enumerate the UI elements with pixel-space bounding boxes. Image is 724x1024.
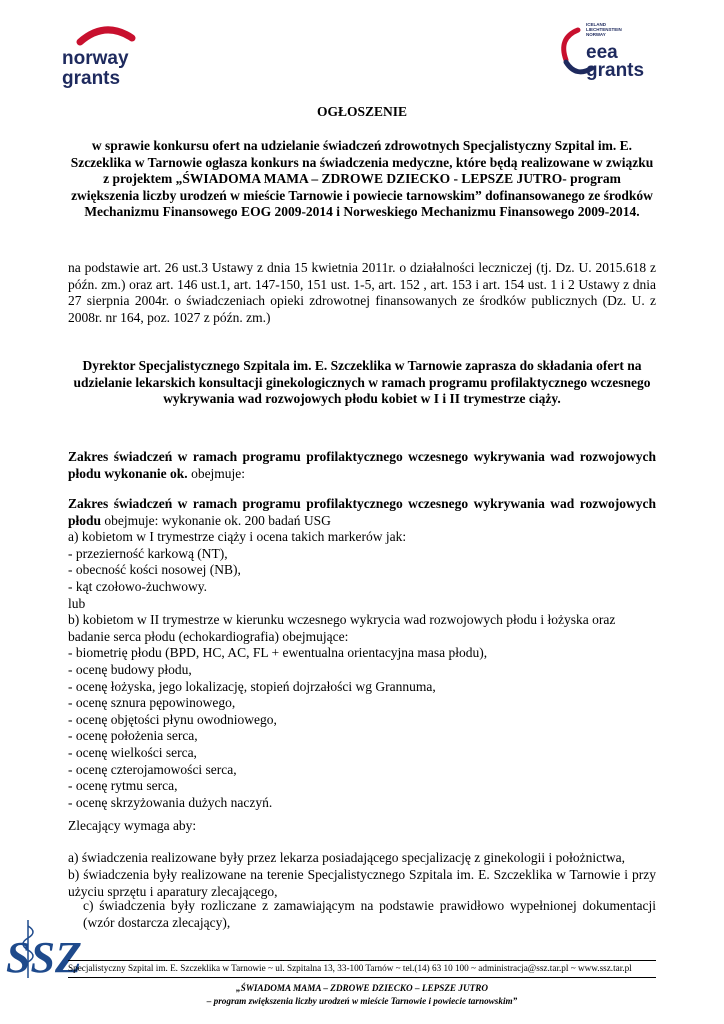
scope-heading-1: Zakres świadczeń w ramach programu profilaktycznego wczesnego wykrywania wad rozwojowych płodu wykonanie ok. obejmuje:: [68, 449, 656, 481]
requirement-c: c) świadczenia były rozliczane z zamawiającym na podstawie prawidłowo wypełnionej dokumentacji (wzór dostarcza zlecający),: [83, 898, 656, 930]
announcement-subject: w sprawie konkursu ofert na udzielanie świadczeń zdrowotnych Specjalistyczny Szpital im. E. Szczeklika w Tarnowie ogłasza konkurs na świadczenia medyczne, które będą realizowane w związku z projektem „ŚWIADOMA MAMA – ZDROWE DZIECKO - LEPSZE JUTRO- program zwiększenia liczby urodzeń w mieście Tarnowie i powiecie tarnowskim” dofinansowanego ze środków Mechanizmu Finansowego EOG 2009-2014 i Norweskiego Mechanizmu Finansowego 2009-2014.: [70, 138, 654, 220]
scope-section: Zakres świadczeń w ramach programu profilaktycznego wczesnego wykrywania wad rozwojowych płodu obejmuje: wykonanie ok. 200 badań USG a) kobietom w I trymestrze ciąży i ocena takich markerów jak: - przezierność karkową (NT), - obecność kości nosowej (NB), - kąt czołowo-żuchwowy. lub b) kobietom w II trymestrze w kierunku wczesnego wykrycia wad rozwojowych płodu i łożyska oraz badanie serca płodu (echokardiografia) obejmujące: - biometrię płodu (BPD, HC, AC, FL + ewentualna orientacyjna masa płodu), - ocenę budowy płodu, - ocenę łożyska, jego lokalizację, stopień dojrzałości wg Grannuma, - ocenę sznura pępowinowego, - ocenę objętości płynu owodniowego, - ocenę położenia serca, - ocenę wielkości serca, - ocenę czterojamowości serca, - ocenę rytmu serca, - ocenę skrzyżowania dużych naczyń.: [68, 496, 656, 810]
list-item: - ocenę czterojamowości serca,: [68, 761, 237, 777]
eea-grants-logo: [548, 16, 658, 94]
list-item: lub: [68, 595, 86, 611]
svg-text:NORWAY: NORWAY: [586, 32, 606, 37]
scope-list: [68, 529, 656, 811]
footer-contact: Specjalistyczny Szpital im. E. Szczeklika w Tarnowie ~ ul. Szpitalna 13, 33-100 Tarnów ~ tel.(14) 63 10 100 ~ administracja@ssz.tar.pl ~ www.ssz.tar.pl: [68, 963, 632, 973]
svg-text:LIECHTENSTEIN: LIECHTENSTEIN: [586, 27, 622, 32]
list-item: - ocenę łożyska, jego lokalizację, stopień dojrzałości wg Grannuma,: [68, 678, 436, 694]
requirements-intro: Zlecający wymaga aby:: [68, 818, 197, 833]
norway-logo-line1: norway: [62, 48, 129, 69]
footer-rule-2: [68, 977, 656, 978]
eea-logo-line2: grants: [586, 60, 645, 81]
hospital-seal-logo: [4, 916, 82, 988]
list-item: a) kobietom w I trymestrze ciąży i ocena takich markerów jak:: [68, 529, 407, 545]
requirement-b: b) świadczenia były realizowane na terenie Specjalistycznego Szpitala im. E. Szczeklika w Tarnowie i przy użyciu sprzętu i aparatury zlecającego,: [68, 867, 656, 899]
list-item: b) kobietom w II trymestrze w kierunku wczesnego wykrycia wad rozwojowych płodu i łożyska oraz badanie serca płodu (echokardiografia) obejmujące:: [68, 612, 616, 644]
footer-project-line1: „ŚWIADOMA MAMA – ZDROWE DZIECKO – LEPSZE JUTRO: [236, 983, 488, 993]
list-item: - ocenę skrzyżowania dużych naczyń.: [68, 794, 273, 810]
requirement-a: a) świadczenia realizowane były przez lekarza posiadającego specjalizację z ginekologii i położnictwa,: [68, 850, 625, 865]
document-title: OGŁOSZENIE: [316, 104, 408, 119]
list-item: - ocenę rytmu serca,: [68, 778, 178, 794]
eea-logo-line1: eea: [586, 42, 618, 63]
invitation-text: Dyrektor Specjalistycznego Szpitala im. E. Szczeklika w Tarnowie zaprasza do składania ofert na udzielanie lekarskich konsultacji ginekologicznych w ramach programu profilaktycznego wczesnego wykrywania wad rozwojowych płodu kobiet w I i II trymestrze ciąży.: [73, 358, 651, 407]
list-item: - ocenę sznura pępowinowego,: [68, 695, 236, 711]
list-item: - przezierność karkową (NT),: [68, 545, 228, 561]
list-item: - ocenę budowy płodu,: [68, 661, 192, 677]
list-item: - ocenę objętości płynu owodniowego,: [68, 711, 277, 727]
list-item: - obecność kości nosowej (NB),: [68, 562, 241, 578]
legal-basis: na podstawie art. 26 ust.3 Ustawy z dnia 15 kwietnia 2011r. o działalności leczniczej (tj. Dz. U. 2015.618 z późn. zm.) oraz art. 146 ust.1, art. 147-150, 151 ust. 1-5, art. 152 , art. 153 i art. 154 ust. 1 i 2 Ustawy z dnia 27 sierpnia 2004r. o świadczeniach opieki zdrowotnej finansowanych ze środków publicznych (Dz. U. z 2008r. nr 164, poz. 1027 z późn. zm.): [68, 260, 656, 325]
list-item: - kąt czołowo-żuchwowy.: [68, 578, 207, 594]
list-item: - biometrię płodu (BPD, HC, AC, FL + ewentualna orientacyjna masa płodu),: [68, 645, 488, 661]
svg-text:ICELAND: ICELAND: [586, 22, 606, 27]
footer-project-line2: – program zwiększenia liczby urodzeń w mieście Tarnowie i powiecie tarnowskim”: [206, 996, 518, 1006]
list-item: - ocenę położenia serca,: [68, 728, 198, 744]
list-item: - ocenę wielkości serca,: [68, 744, 197, 760]
footer-rule: [68, 960, 656, 961]
svg-text:SSZ: SSZ: [6, 933, 82, 982]
norway-grants-logo: [60, 24, 170, 94]
norway-logo-line2: grants: [62, 68, 121, 89]
